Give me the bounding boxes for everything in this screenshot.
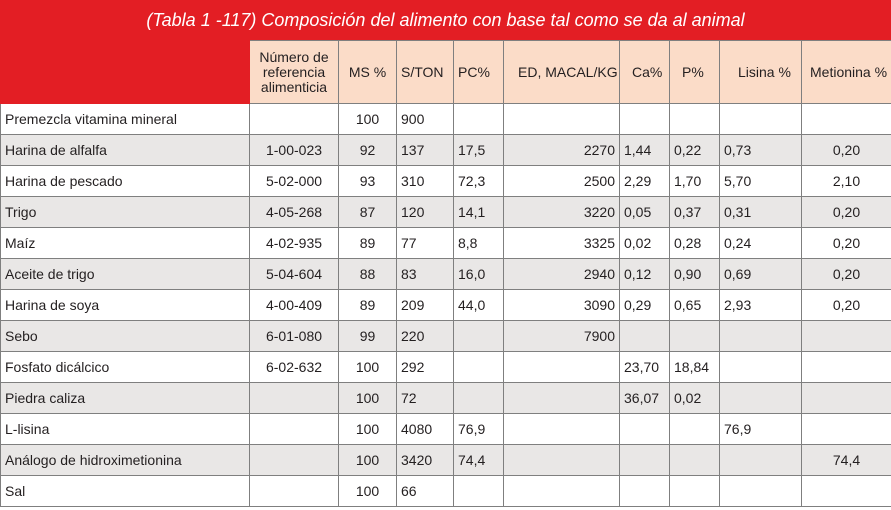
cell-ston: 3420	[397, 445, 454, 476]
header-metionina: Metionina %	[802, 41, 891, 104]
cell-lisina	[720, 352, 802, 383]
cell-ston: 66	[397, 476, 454, 507]
table-row	[1, 445, 891, 476]
cell-ms: 89	[339, 290, 397, 321]
cell-ms: 92	[339, 135, 397, 166]
cell-metionina	[802, 383, 891, 414]
cell-ed	[504, 445, 620, 476]
cell-pc: 8,8	[454, 228, 504, 259]
cell-ref: 5-02-000	[250, 166, 339, 197]
cell-ref: 1-00-023	[250, 135, 339, 166]
cell-ca: 0,02	[620, 228, 670, 259]
cell-pc: 72,3	[454, 166, 504, 197]
cell-ingredient: Fosfato dicálcico	[1, 352, 250, 383]
cell-ingredient: Maíz	[1, 228, 250, 259]
cell-ca: 2,29	[620, 166, 670, 197]
cell-ed: 2500	[504, 166, 620, 197]
cell-ca	[620, 445, 670, 476]
cell-ms: 89	[339, 228, 397, 259]
cell-ingredient: L-lisina	[1, 414, 250, 445]
cell-metionina	[802, 352, 891, 383]
header-ref: Número de referencia alimenticia	[250, 41, 339, 104]
cell-lisina: 5,70	[720, 166, 802, 197]
cell-ca	[620, 104, 670, 135]
cell-p: 0,65	[670, 290, 720, 321]
header-lisina: Lisina %	[720, 41, 802, 104]
cell-ref: 4-05-268	[250, 197, 339, 228]
cell-pc	[454, 383, 504, 414]
cell-ref	[250, 383, 339, 414]
cell-metionina	[802, 104, 891, 135]
cell-ston: 137	[397, 135, 454, 166]
cell-ms: 88	[339, 259, 397, 290]
cell-ingredient: Piedra caliza	[1, 383, 250, 414]
cell-ed	[504, 414, 620, 445]
cell-p	[670, 321, 720, 352]
cell-ca: 0,29	[620, 290, 670, 321]
cell-metionina: 74,4	[802, 445, 891, 476]
table-row	[1, 259, 891, 290]
cell-ston: 209	[397, 290, 454, 321]
cell-p: 0,37	[670, 197, 720, 228]
cell-ref	[250, 476, 339, 507]
cell-pc: 16,0	[454, 259, 504, 290]
cell-ed: 3090	[504, 290, 620, 321]
cell-ca: 23,70	[620, 352, 670, 383]
cell-metionina	[802, 414, 891, 445]
cell-p	[670, 476, 720, 507]
cell-ref	[250, 445, 339, 476]
cell-ingredient: Sebo	[1, 321, 250, 352]
cell-ingredient: Premezcla vitamina mineral	[1, 104, 250, 135]
cell-ston: 310	[397, 166, 454, 197]
cell-ston: 72	[397, 383, 454, 414]
cell-lisina: 2,93	[720, 290, 802, 321]
cell-p: 1,70	[670, 166, 720, 197]
cell-ref: 4-02-935	[250, 228, 339, 259]
cell-pc	[454, 476, 504, 507]
cell-ms: 99	[339, 321, 397, 352]
cell-ref: 4-00-409	[250, 290, 339, 321]
header-p: P%	[670, 41, 720, 104]
cell-ed: 7900	[504, 321, 620, 352]
cell-lisina: 0,24	[720, 228, 802, 259]
cell-ed: 2940	[504, 259, 620, 290]
cell-ca: 36,07	[620, 383, 670, 414]
cell-ms: 93	[339, 166, 397, 197]
cell-ingredient: Sal	[1, 476, 250, 507]
cell-ingredient: Harina de alfalfa	[1, 135, 250, 166]
composition-table	[0, 40, 891, 507]
cell-pc: 14,1	[454, 197, 504, 228]
cell-ston: 77	[397, 228, 454, 259]
cell-pc: 76,9	[454, 414, 504, 445]
cell-p: 0,90	[670, 259, 720, 290]
cell-p	[670, 445, 720, 476]
cell-ingredient: Aceite de trigo	[1, 259, 250, 290]
cell-pc	[454, 352, 504, 383]
cell-ref	[250, 104, 339, 135]
cell-ref	[250, 414, 339, 445]
cell-ca	[620, 414, 670, 445]
cell-ms: 100	[339, 383, 397, 414]
header-ms: MS %	[339, 41, 397, 104]
header-corner	[1, 41, 250, 104]
table-body	[1, 104, 891, 507]
cell-pc: 74,4	[454, 445, 504, 476]
cell-lisina: 0,69	[720, 259, 802, 290]
cell-ca	[620, 476, 670, 507]
cell-ed	[504, 352, 620, 383]
cell-ms: 100	[339, 476, 397, 507]
header-pc: PC%	[454, 41, 504, 104]
cell-p: 0,28	[670, 228, 720, 259]
cell-lisina	[720, 476, 802, 507]
table-row	[1, 352, 891, 383]
table-title: (Tabla 1 -117) Composición del alimento con base tal como se da al animal	[0, 0, 891, 40]
cell-ingredient: Harina de soya	[1, 290, 250, 321]
header-row	[1, 41, 891, 104]
cell-ston: 900	[397, 104, 454, 135]
cell-lisina: 76,9	[720, 414, 802, 445]
cell-lisina	[720, 321, 802, 352]
cell-ca: 1,44	[620, 135, 670, 166]
cell-ref: 5-04-604	[250, 259, 339, 290]
cell-ed: 3220	[504, 197, 620, 228]
cell-lisina: 0,31	[720, 197, 802, 228]
cell-ingredient: Trigo	[1, 197, 250, 228]
cell-ingredient: Análogo de hidroximetionina	[1, 445, 250, 476]
cell-metionina: 0,20	[802, 135, 891, 166]
table-row	[1, 414, 891, 445]
cell-ca: 0,12	[620, 259, 670, 290]
cell-metionina: 0,20	[802, 290, 891, 321]
cell-ref: 6-01-080	[250, 321, 339, 352]
table-row	[1, 383, 891, 414]
table-row	[1, 476, 891, 507]
cell-pc: 44,0	[454, 290, 504, 321]
table-row	[1, 104, 891, 135]
cell-p: 0,02	[670, 383, 720, 414]
cell-ms: 100	[339, 104, 397, 135]
cell-p: 18,84	[670, 352, 720, 383]
cell-ston: 292	[397, 352, 454, 383]
cell-metionina: 0,20	[802, 259, 891, 290]
cell-ed: 3325	[504, 228, 620, 259]
cell-pc: 17,5	[454, 135, 504, 166]
table-row	[1, 290, 891, 321]
cell-ref: 6-02-632	[250, 352, 339, 383]
cell-ms: 100	[339, 414, 397, 445]
cell-ed	[504, 104, 620, 135]
cell-ston: 220	[397, 321, 454, 352]
header-ed: ED, MACAL/KG	[504, 41, 620, 104]
cell-ca: 0,05	[620, 197, 670, 228]
cell-ms: 100	[339, 445, 397, 476]
cell-ed	[504, 383, 620, 414]
cell-ston: 4080	[397, 414, 454, 445]
cell-ed	[504, 476, 620, 507]
cell-ms: 87	[339, 197, 397, 228]
cell-ingredient: Harina de pescado	[1, 166, 250, 197]
cell-pc	[454, 321, 504, 352]
cell-ston: 83	[397, 259, 454, 290]
header-ston: S/TON	[397, 41, 454, 104]
cell-metionina: 0,20	[802, 197, 891, 228]
header-ca: Ca%	[620, 41, 670, 104]
cell-metionina: 0,20	[802, 228, 891, 259]
cell-lisina	[720, 445, 802, 476]
cell-ed: 2270	[504, 135, 620, 166]
table-row	[1, 321, 891, 352]
cell-p	[670, 414, 720, 445]
table-row	[1, 197, 891, 228]
table-row	[1, 228, 891, 259]
cell-metionina	[802, 476, 891, 507]
cell-ston: 120	[397, 197, 454, 228]
cell-metionina: 2,10	[802, 166, 891, 197]
cell-p	[670, 104, 720, 135]
cell-lisina	[720, 104, 802, 135]
cell-ms: 100	[339, 352, 397, 383]
cell-metionina	[802, 321, 891, 352]
cell-lisina	[720, 383, 802, 414]
table-row	[1, 135, 891, 166]
cell-p: 0,22	[670, 135, 720, 166]
cell-ca	[620, 321, 670, 352]
table-row	[1, 166, 891, 197]
cell-pc	[454, 104, 504, 135]
cell-lisina: 0,73	[720, 135, 802, 166]
